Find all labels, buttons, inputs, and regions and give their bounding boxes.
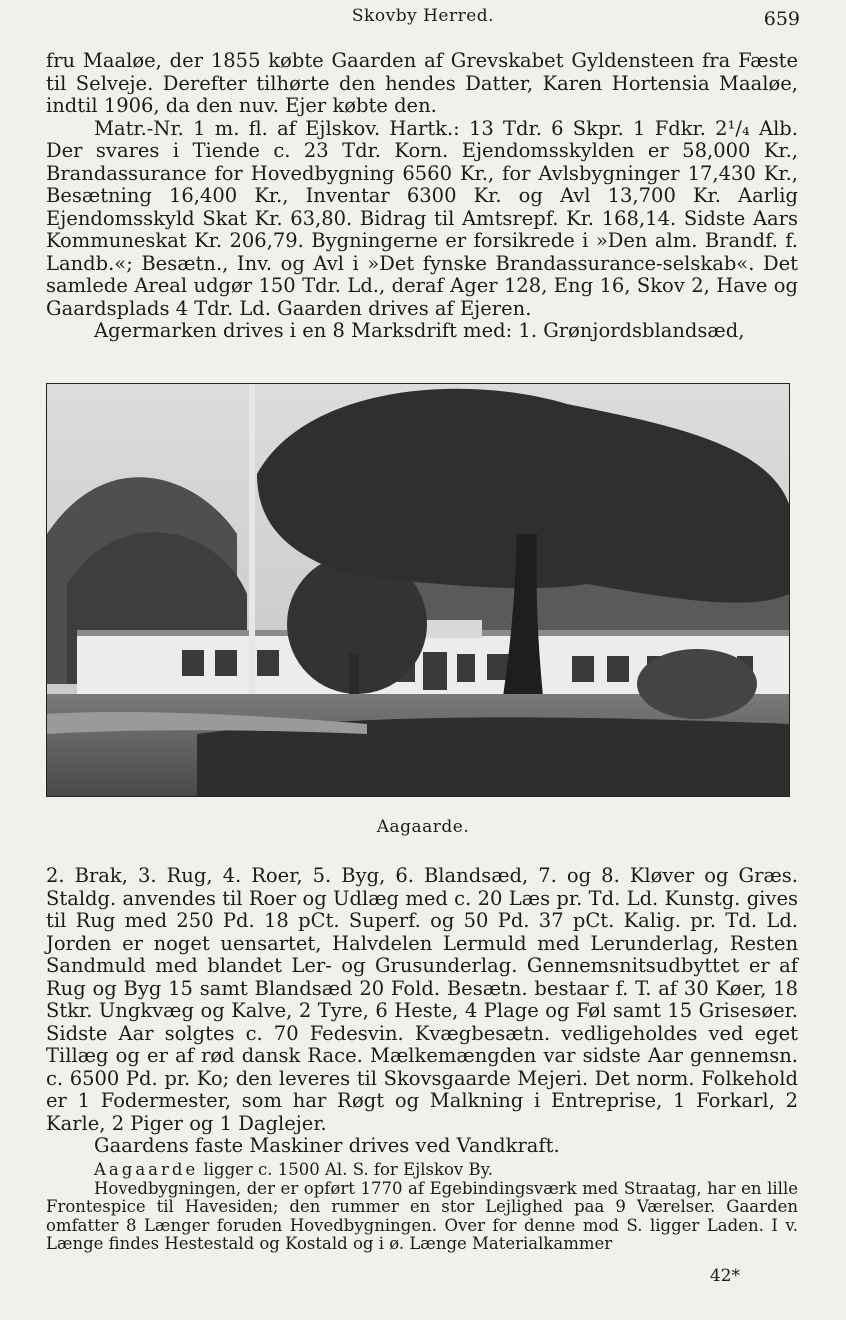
location-text: ligger c. 1500 Al. S. for Ejlskov By. — [198, 1160, 493, 1179]
signature-mark: 42* — [709, 1266, 740, 1286]
paragraph-main-building: Hovedbygningen, der er opført 1770 af Egebindingsværk med Straatag, har en lille Frontespice til Havesiden; den rummer en stor Lejlighed paa 9 Værelser. Gaarden omfatter 8 Længer foruden Hovedbygningen. Over for denne mod S. ligger Laden. I v. Længe findes Hestestald og Kostald og i ø. Længe Materialkammer — [46, 1178, 798, 1253]
running-head: Skovby Herred. — [351, 6, 495, 26]
paragraph-machinery: Gaardens faste Maskiner drives ved Vandkraft. — [94, 1134, 560, 1157]
farm-photo-illustration — [47, 384, 789, 796]
paragraph-crop-rotation-continued: 2. Brak, 3. Rug, 4. Roer, 5. Byg, 6. Blandsæd, 7. og 8. Kløver og Græs. Staldg. anvendes til Roer og Udlæg med c. 20 Læs pr. Td. Ld. Kunstg. gives til Rug med 250 Pd. 18 pCt. Superf. og 50 Pd. 37 pCt. Kalig. pr. Td. Ld. Jorden er noget uensartet, Halvdelen Lermuld med Lerunderlag, Resten Sandmuld med blandet Ler- og Grusunderlag. Gennemsnitsudbyttet er af Rug og Byg 15 samt Blandsæd 20 Fold. Besætn. bestaar f. T. af 30 Køer, 18 Stkr. Ungkvæg og Kalve, 2 Tyre, 6 Heste, 4 Plage og Føl samt 15 Grisesøer. Sidste Aar solgtes c. 70 Fedesvin. Kvægbesætn. vedligeholdes ved eget Tillæg og er af rød dansk Race. Mælkemængden var sidste Aar gennemsn. c. 6500 Pd. pr. Ko; den leveres til Skovsgaarde Mejeri. Det norm. Folkehold er 1 Fodermester, som har Røgt og Malkning i Entreprise, 1 Forkarl, 2 Karle, 2 Piger og 1 Daglejer. — [46, 864, 798, 1135]
page-number: 659 — [763, 8, 800, 30]
small-print-block — [46, 1161, 798, 1254]
paragraph-location — [46, 1161, 798, 1180]
photo-caption: Aagaarde. — [376, 817, 470, 837]
page-header — [46, 6, 800, 30]
right-shrub — [637, 649, 757, 719]
paragraph-ownership: fru Maaløe, der 1855 købte Gaarden af Grevskabet Gyldensteen fra Fæste til Selveje. Derefter tilhørte den hendes Datter, Karen Hortensia Maaløe, indtil 1906, da den nuv. Ejer købte den. — [46, 49, 798, 117]
bottom-text-block — [46, 865, 798, 1158]
paragraph-property-details: Matr.-Nr. 1 m. fl. af Ejlskov. Hartk.: 13 Tdr. 6 Skpr. 1 Fdkr. 2¹/₄ Alb. Der svares i Tiende c. 23 Tdr. Korn. Ejendomsskylden er 58,000 Kr., Brandassurance for Hovedbygning 6560 Kr., for Avlsbygninger 17,430 Kr., Besætning 16,400 Kr., Inventar 6300 Kr. og Avl 13,700 Kr. Aarlig Ejendomsskyld Skat Kr. 63,80. Bidrag til Amtsrepf. Kr. 168,14. Sidste Aars Kommuneskat Kr. 206,79. Bygningerne er forsikrede i »Den alm. Brandf. f. Landb.«; Besætn., Inv. og Avl i »Det fynske Brandassurance-selskab«. Det samlede Areal udgør 150 Tdr. Ld., deraf Ager 128, Eng 16, Skov 2, Have og Gaardsplads 4 Tdr. Ld. Gaarden drives af Ejeren. — [46, 116, 798, 320]
farm-photograph — [46, 383, 790, 797]
farm-name-spaced: Aagaarde — [94, 1160, 199, 1179]
top-text-block — [46, 50, 798, 343]
flag-pole — [249, 384, 255, 714]
paragraph-crop-rotation-start: Agermarken drives i en 8 Marksdrift med: 1. Grønjordsblandsæd, — [94, 319, 745, 342]
